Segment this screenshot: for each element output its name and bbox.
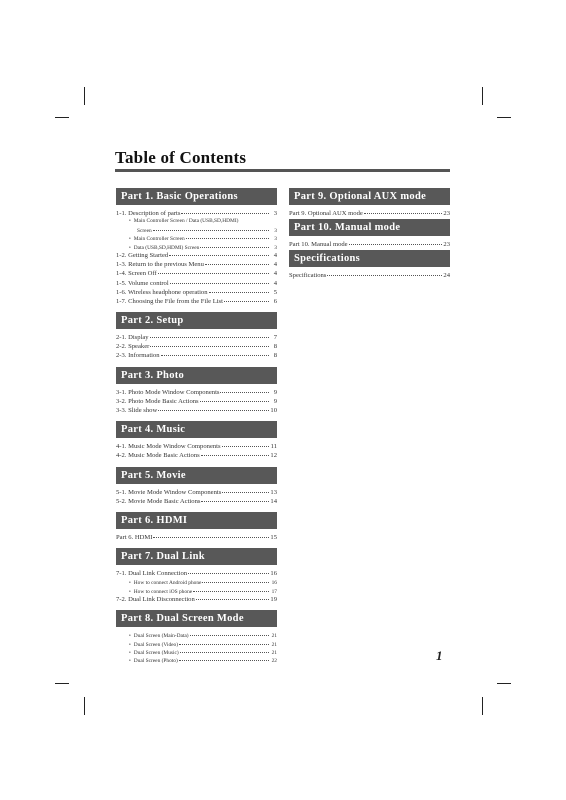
entry-label: 5-1. Movie Mode Window Components — [116, 488, 222, 496]
dot-leader — [150, 331, 269, 338]
section-header: Part 10. Manual mode — [289, 219, 450, 236]
entry-page-number: 5 — [273, 288, 277, 296]
entry-label: 7-2. Dual Link Disconnection — [116, 596, 195, 604]
entry-page-number: 11 — [270, 443, 277, 451]
entry-label: 4-2. Music Mode Basic Actions — [116, 452, 200, 460]
entry-label: Part 9. Optional AUX mode — [289, 210, 363, 217]
toc-section — [289, 219, 450, 248]
entry-label: • Data (USB,SD,HDMI) Screen — [129, 244, 199, 253]
entry-page-number: 7 — [273, 334, 277, 342]
dot-leader — [179, 654, 269, 661]
dot-leader — [153, 224, 269, 231]
crop-mark-bottom-right-h — [497, 683, 511, 684]
dot-leader — [153, 531, 269, 538]
dot-leader — [150, 340, 269, 347]
toc-entry[interactable] — [116, 496, 277, 505]
toc-entry[interactable] — [116, 594, 277, 603]
crop-mark-top-right-h — [497, 117, 511, 118]
toc-section — [116, 548, 277, 603]
entry-page-number: 15 — [270, 533, 277, 541]
dot-leader — [364, 207, 442, 214]
entry-label: 1-5. Volume control — [116, 279, 169, 287]
entry-page-number: 14 — [270, 497, 277, 505]
crop-mark-bottom-right — [482, 697, 483, 715]
entry-label: 3-2. Photo Mode Basic Actions — [116, 397, 199, 405]
dot-leader — [193, 585, 269, 592]
entry-label: 5-2. Movie Mode Basic Actions — [116, 497, 201, 505]
entry-page-number: 3 — [274, 228, 277, 235]
page-number: 1 — [436, 648, 443, 663]
entry-label: Specifications — [289, 272, 327, 280]
entry-page-number: 22 — [271, 658, 277, 665]
entry-page-number: 13 — [270, 488, 277, 496]
crop-mark-bottom-left-h — [55, 683, 69, 684]
entry-label: 2-1. Display — [116, 334, 149, 342]
dot-leader — [170, 277, 269, 284]
entry-page-number: 19 — [270, 596, 277, 604]
entry-label: 1-3. Return to the previous Menu — [116, 261, 204, 269]
toc-entry[interactable] — [116, 296, 277, 305]
entry-page-number: 3 — [273, 210, 277, 217]
toc-section — [116, 467, 277, 505]
entry-label: • How to connect iOS phone — [129, 588, 192, 597]
dot-leader — [161, 349, 269, 356]
dot-leader — [200, 395, 269, 402]
dot-leader — [181, 207, 269, 214]
toc-left-column — [116, 188, 277, 671]
section-header: Part 5. Movie — [116, 467, 277, 484]
dot-leader — [201, 495, 269, 502]
page-title: Table of Contents — [115, 148, 247, 167]
entry-page-number: 21 — [271, 633, 277, 640]
entry-label: Screen — [137, 228, 152, 235]
section-header: Part 3. Photo — [116, 367, 277, 384]
dot-leader — [205, 258, 269, 265]
crop-mark-bottom-left — [84, 697, 85, 715]
dot-leader — [222, 440, 269, 447]
entry-page-number: 6 — [273, 297, 277, 305]
entry-label: 1-2. Getting Started — [116, 251, 169, 259]
entry-label: 4-1. Music Mode Window Components — [116, 443, 221, 451]
toc-section — [116, 512, 277, 541]
dot-leader — [158, 404, 269, 411]
entry-label: Part 6. HDMI — [116, 533, 153, 541]
entry-page-number: 16 — [270, 570, 277, 578]
dot-leader — [209, 286, 269, 293]
entry-page-number: 21 — [271, 641, 277, 648]
entry-page-number: 23 — [443, 241, 450, 249]
section-header: Specifications — [289, 250, 450, 267]
title-rule — [115, 169, 450, 172]
entry-label: 1-7. Choosing the File from the File List — [116, 297, 223, 305]
entry-label: 1-6. Wireless headphone operation — [116, 288, 208, 296]
crop-mark-top-left — [84, 87, 85, 105]
entry-label: Part 10. Manual mode — [289, 241, 348, 249]
section-header: Part 1. Basic Operations — [116, 188, 277, 205]
entry-page-number: 4 — [273, 270, 277, 278]
entry-page-number: 21 — [271, 650, 277, 657]
dot-leader — [202, 576, 269, 583]
entry-label: • Main Controller Screen / Data (USB,SD,HDMI) — [129, 217, 238, 226]
entry-label: 7-1. Dual Link Connection — [116, 570, 188, 578]
section-header: Part 4. Music — [116, 421, 277, 438]
toc-entry[interactable] — [116, 208, 277, 217]
entry-page-number: 8 — [273, 352, 277, 360]
section-header: Part 8. Dual Screen Mode — [116, 610, 277, 627]
toc-entry[interactable] — [116, 532, 277, 541]
entry-label: 2-3. Information — [116, 352, 160, 360]
section-header: Part 6. HDMI — [116, 512, 277, 529]
entry-label: 2-2. Speaker — [116, 343, 150, 351]
entry-page-number: 12 — [270, 452, 277, 460]
dot-leader — [222, 486, 269, 493]
toc-section — [116, 312, 277, 360]
dot-leader — [158, 267, 269, 274]
dot-leader — [220, 386, 269, 393]
section-header: Part 2. Setup — [116, 312, 277, 329]
toc-section — [289, 188, 450, 217]
dot-leader — [200, 241, 269, 248]
crop-mark-top-left-h — [55, 117, 69, 118]
toc-section — [116, 367, 277, 415]
toc-entry[interactable] — [289, 208, 450, 217]
toc-entry[interactable] — [116, 450, 277, 459]
entry-label: • Dual Screen (Main-Data) — [129, 632, 189, 641]
entry-page-number: 16 — [271, 580, 277, 587]
entry-page-number: 10 — [270, 407, 277, 415]
toc-entry[interactable] — [116, 350, 277, 359]
entry-page-number: 9 — [273, 388, 277, 396]
entry-label: • Dual Screen (Music) — [129, 649, 179, 658]
dot-leader — [327, 269, 442, 276]
toc-section — [116, 610, 277, 664]
dot-leader — [224, 295, 269, 302]
entry-label: • Main Controller Screen — [129, 235, 185, 244]
entry-page-number: 8 — [273, 343, 277, 351]
toc-entry[interactable] — [289, 239, 450, 248]
dot-leader — [201, 449, 269, 456]
entry-page-number: 24 — [443, 272, 450, 280]
toc-section — [116, 421, 277, 459]
toc-entry[interactable] — [289, 270, 450, 279]
entry-page-number: 4 — [273, 251, 277, 259]
entry-label: • Dual Screen (Video) — [129, 641, 178, 650]
entry-label: 1-4. Screen Off — [116, 270, 157, 278]
entry-label: 1-1. Description of parts — [116, 210, 181, 217]
dot-leader — [196, 593, 269, 600]
toc-section — [116, 188, 277, 305]
dot-leader — [349, 238, 442, 245]
entry-label: 3-1. Photo Mode Window Components — [116, 388, 220, 396]
entry-page-number: 17 — [271, 588, 277, 595]
entry-page-number: 4 — [273, 261, 277, 269]
entry-page-number: 9 — [273, 397, 277, 405]
section-header: Part 7. Dual Link — [116, 548, 277, 565]
crop-mark-top-right — [482, 87, 483, 105]
dot-leader — [169, 249, 269, 256]
toc-entry[interactable] — [116, 405, 277, 414]
dot-leader — [186, 232, 269, 239]
entry-page-number: 3 — [274, 236, 277, 243]
section-header: Part 9. Optional AUX mode — [289, 188, 450, 205]
entry-label: • How to connect Android phone — [129, 579, 201, 588]
entry-page-number: 3 — [274, 244, 277, 251]
toc-section — [289, 250, 450, 279]
entry-label: 3-3. Slide show — [116, 407, 158, 415]
entry-label: • Dual Screen (Photo) — [129, 657, 178, 666]
entry-page-number: 23 — [443, 210, 450, 217]
dot-leader — [179, 638, 269, 645]
entry-page-number: 4 — [273, 279, 277, 287]
toc-entry[interactable] — [116, 655, 277, 663]
dot-leader — [188, 567, 269, 574]
dot-leader — [180, 646, 269, 653]
dot-leader — [190, 629, 269, 636]
toc-right-column — [289, 188, 450, 282]
